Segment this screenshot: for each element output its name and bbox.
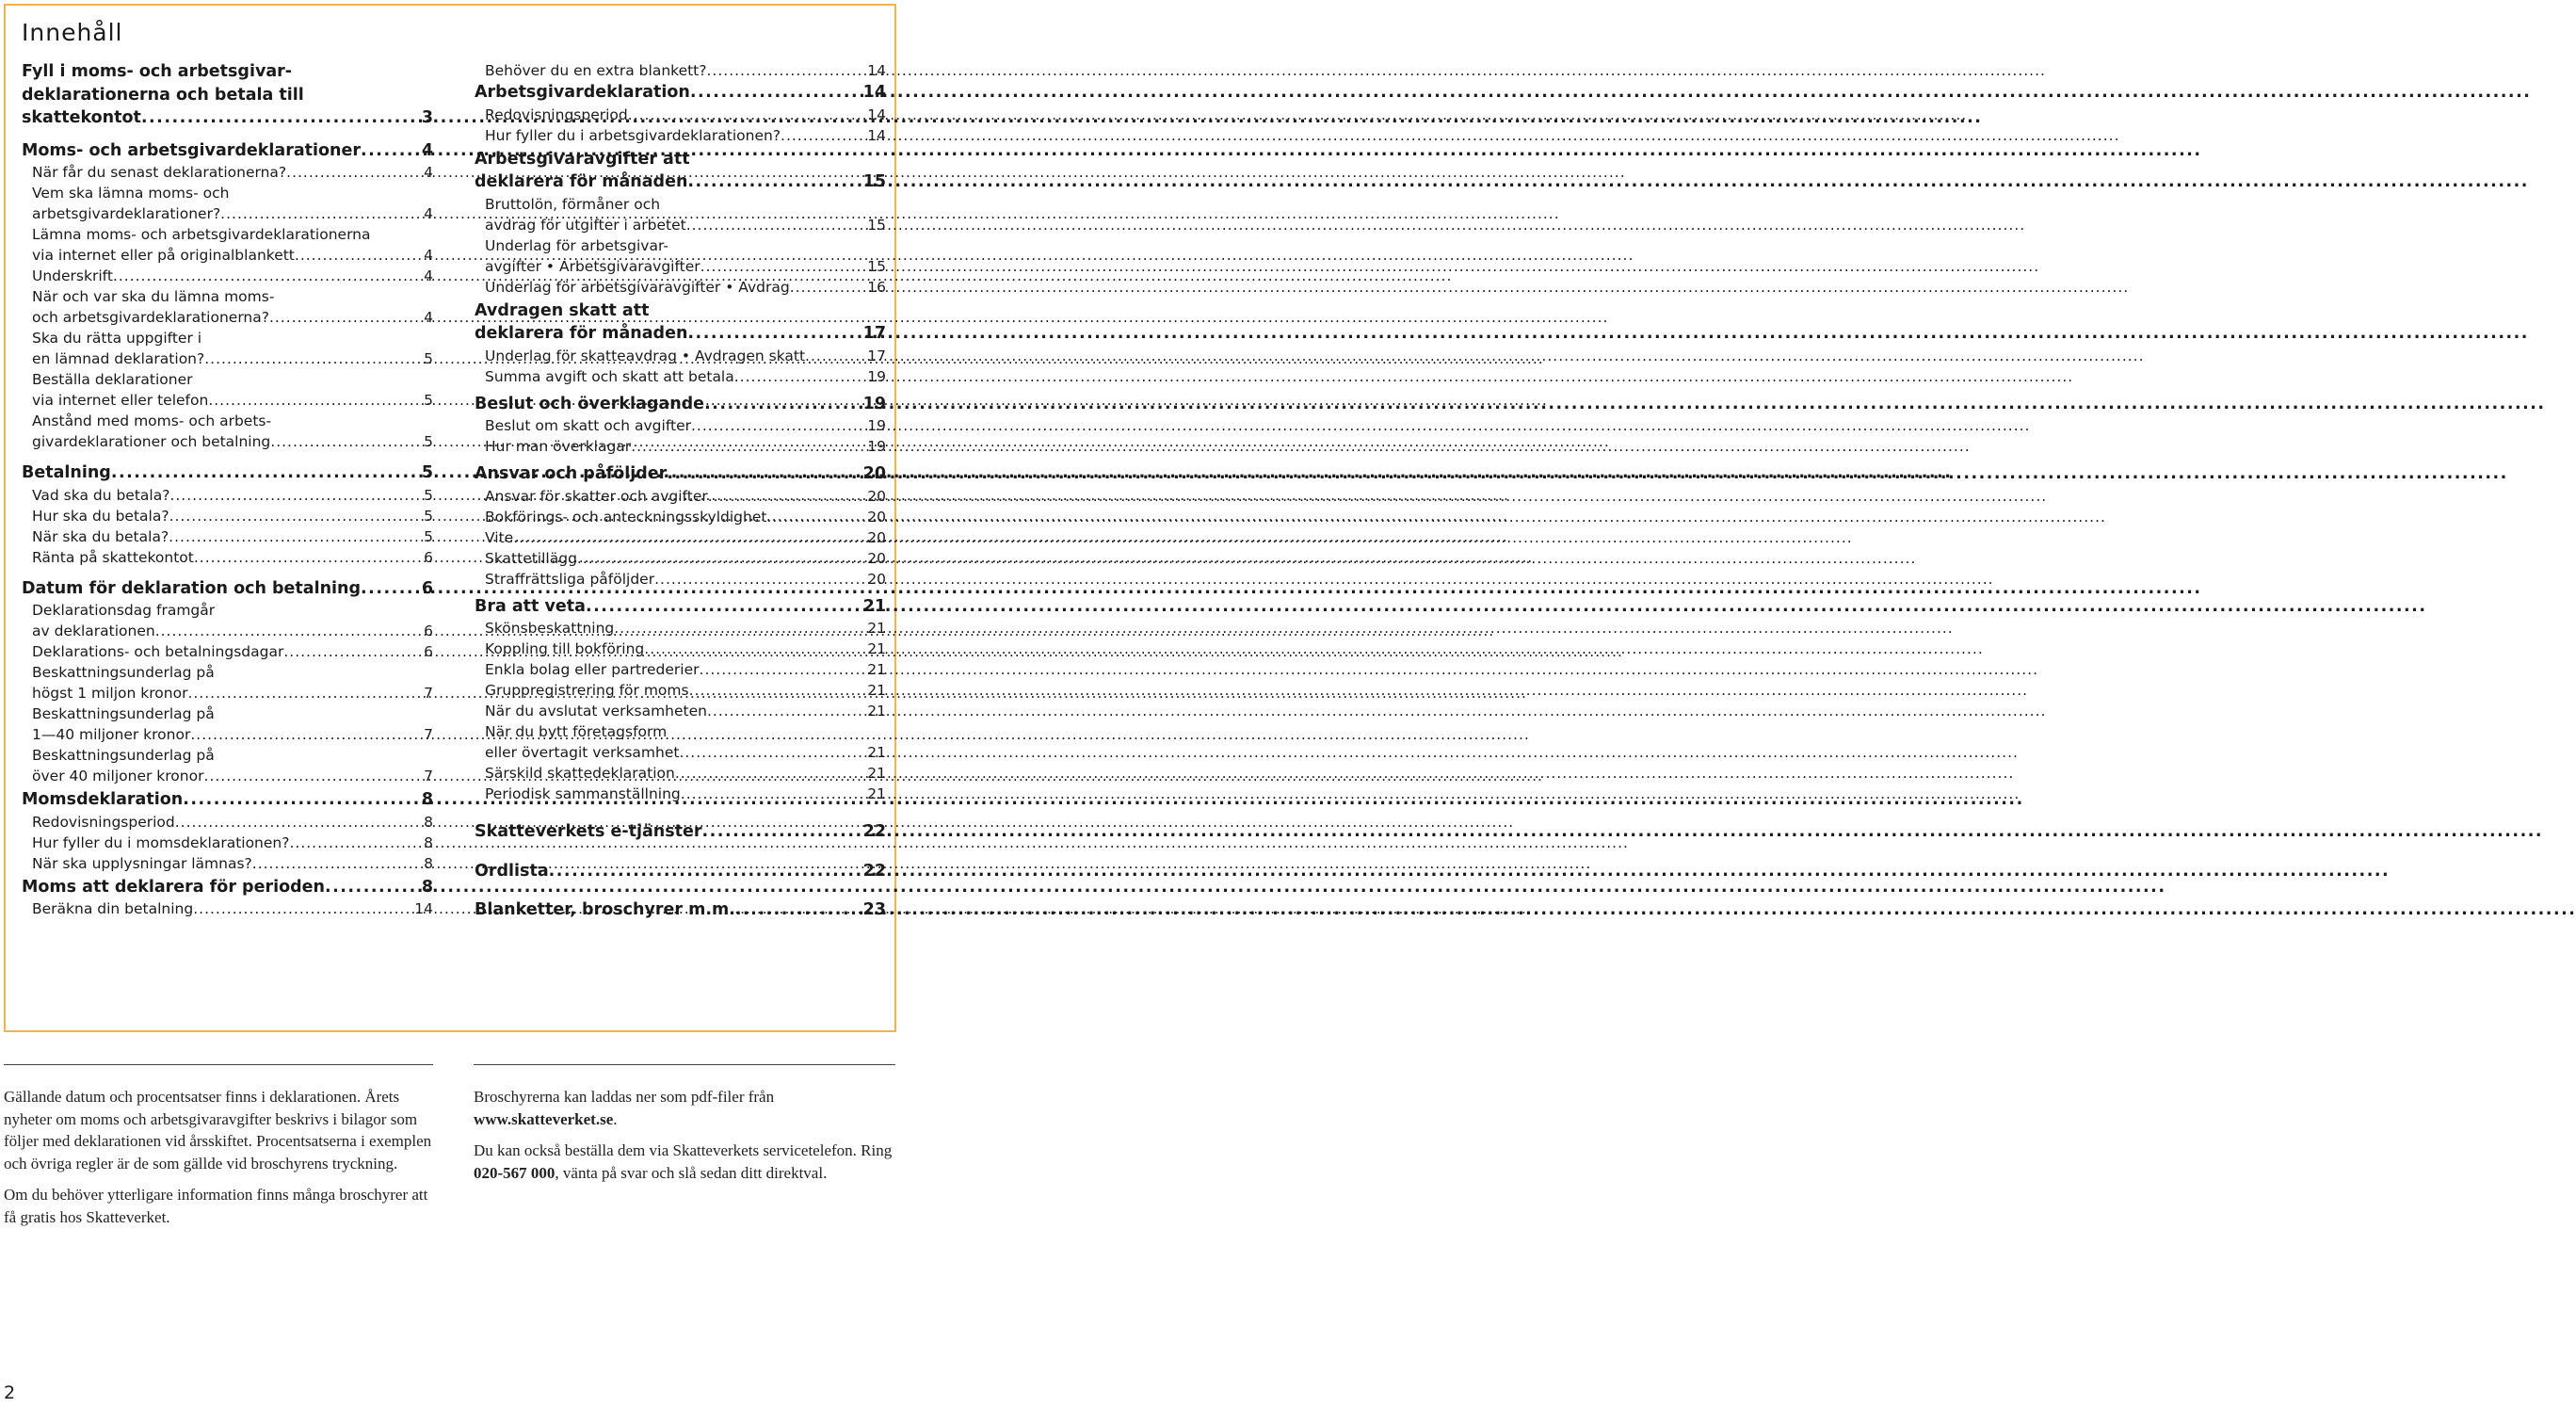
dot-leader [734, 366, 866, 387]
page-ref: 8 [424, 854, 433, 872]
dot-leader [766, 507, 865, 527]
dot-leader [702, 820, 861, 844]
dot-leader [286, 162, 422, 183]
entry-text: över 40 miljoner kronor [32, 768, 204, 784]
page-ref: 16 [867, 278, 886, 296]
dot-leader [704, 393, 861, 416]
toc-entry[interactable] [22, 812, 433, 833]
entry-text: Hur fyller du i arbetsgivardeklarationen? [485, 126, 781, 144]
page-ref: 14 [867, 126, 886, 144]
entry-text: Redovisningsperiod [32, 813, 175, 831]
page-ref: 4 [424, 164, 433, 181]
dot-leader [193, 898, 412, 919]
page-ref: 21 [867, 785, 886, 802]
dot-leader [269, 307, 422, 328]
page-ref: 7 [424, 726, 433, 743]
entry-text: Arbetsgivardeklaration [475, 83, 690, 102]
page-ref: 14 [867, 105, 886, 123]
toc-entry[interactable] [22, 745, 433, 786]
toc-entry[interactable] [475, 618, 886, 639]
entry-text: en lämnad deklaration? [32, 350, 205, 367]
dot-leader [549, 860, 861, 883]
page-ref: 14 [867, 62, 886, 79]
toc-entry[interactable] [475, 194, 886, 235]
toc-entry[interactable] [22, 506, 433, 526]
footnote-paragraph [474, 1140, 895, 1184]
section-heading[interactable] [22, 60, 433, 130]
page-number: 2 [4, 1383, 16, 1403]
toc-entry[interactable] [22, 547, 433, 568]
page-ref: 20 [867, 528, 886, 546]
section-heading[interactable] [475, 81, 886, 105]
phone-number: 020-567 000 [474, 1163, 555, 1182]
dot-leader [155, 621, 422, 641]
entry-text: Vem ska lämna moms- och [32, 185, 230, 202]
page-ref: 4 [424, 309, 433, 326]
toc-section [475, 595, 886, 805]
entry-text: Summa avgift och skatt att betala [485, 367, 734, 385]
toc-entry[interactable] [475, 527, 886, 548]
dot-leader [707, 701, 865, 721]
section-heading[interactable] [475, 898, 886, 922]
footnote-text: . [613, 1109, 618, 1128]
toc-entry[interactable] [475, 548, 886, 569]
entry-text: När ska du betala? [32, 527, 169, 545]
toc-entry[interactable] [475, 680, 886, 701]
entry-text: eller övertagit verksamhet [485, 744, 680, 761]
entry-text: Betalning [22, 463, 111, 482]
entry-text: Vite [485, 528, 514, 546]
page-ref: 17 [862, 324, 886, 343]
footnote-paragraph [474, 1086, 895, 1130]
toc-entry[interactable] [475, 277, 886, 298]
entry-text: deklarationerna och betala till [22, 85, 304, 105]
toc-entry[interactable] [475, 569, 886, 590]
dot-leader [252, 853, 422, 874]
dot-leader [687, 170, 861, 194]
dot-leader [361, 139, 420, 163]
toc-section [22, 577, 433, 787]
page-ref: 17 [867, 347, 886, 364]
page-ref: 19 [862, 394, 886, 413]
entry-text: Moms att deklarera för perioden [22, 877, 325, 897]
dot-leader [295, 245, 422, 266]
page-ref: 21 [867, 765, 886, 782]
page-ref: 6 [424, 643, 433, 660]
page-ref: 6 [424, 623, 433, 639]
entry-text: Beskattningsunderlag på [32, 664, 215, 681]
dot-leader [686, 215, 866, 235]
entry-text: via internet eller på originalblankett [32, 247, 295, 264]
footnote-right [474, 1064, 895, 1193]
page-ref: 8 [424, 833, 433, 851]
toc-section [475, 81, 886, 146]
dot-leader [577, 548, 865, 569]
entry-text: givardeklarationer och betalning [32, 433, 271, 450]
toc-entry[interactable] [475, 436, 886, 457]
toc-entry[interactable] [22, 162, 433, 183]
dot-leader [113, 266, 422, 286]
table-of-contents [4, 4, 896, 1032]
dot-leader [204, 348, 422, 369]
page-ref: 20 [867, 570, 886, 588]
entry-text: Beslut och överklagande [475, 394, 705, 413]
dot-leader [325, 876, 420, 899]
toc-section [475, 60, 886, 81]
toc-entry[interactable] [22, 704, 433, 745]
entry-text: Underlag för arbetsgivaravgifter • Avdrag [485, 278, 790, 296]
page-ref: 4 [424, 247, 433, 264]
entry-text: Beskattningsunderlag på [32, 747, 215, 764]
entry-text: Beslut om skatt och avgifter [485, 417, 691, 434]
section-heading[interactable] [475, 820, 886, 844]
toc-section [22, 788, 433, 874]
page-ref: 8 [421, 790, 433, 809]
footnote-left [4, 1064, 433, 1237]
entry-text: Vad ska du betala? [32, 486, 170, 504]
page-ref: 7 [424, 768, 433, 784]
section-heading[interactable] [22, 577, 433, 601]
page-ref: 21 [867, 620, 886, 637]
page-ref: 20 [867, 487, 886, 505]
page-ref: 22 [862, 822, 886, 841]
entry-text: Skatteverkets e-tjänster [475, 822, 702, 841]
footnote-text: Du kan också beställa dem via Skatteverkets servicetelefon. Ring [474, 1141, 893, 1159]
entry-text: Deklarations- och betalningsdagar [32, 643, 284, 660]
entry-text: Ansvar och påföljder [475, 464, 668, 483]
entry-text: Moms- och arbetsgivardeklarationer [22, 140, 362, 160]
page-ref: 8 [421, 877, 433, 897]
entry-text: När får du senast deklarationerna? [32, 164, 287, 181]
website-link[interactable]: www.skatteverket.se [474, 1109, 614, 1128]
entry-text: Beställa deklarationer [32, 371, 193, 388]
toc-section [475, 462, 886, 590]
dot-leader [187, 683, 422, 704]
entry-text: arbetsgivardeklarationer? [32, 205, 221, 222]
entry-text: Arbetsgivaravgifter att [475, 149, 690, 169]
toc-entry[interactable] [475, 701, 886, 721]
toc-entry[interactable] [22, 853, 433, 874]
page-ref: 23 [862, 900, 886, 919]
page-ref: 4 [424, 205, 433, 222]
entry-text: När ska upplysningar lämnas? [32, 854, 252, 872]
entry-text: Deklarationsdag framgår [32, 602, 216, 619]
dot-leader [361, 577, 420, 601]
entry-text: Hur fyller du i momsdeklarationen? [32, 833, 290, 851]
page-ref: 15 [867, 216, 886, 234]
entry-text: Fyll i moms- och arbetsgivar- [22, 62, 293, 81]
entry-text: av deklarationen [32, 623, 155, 639]
section-heading[interactable] [22, 788, 433, 812]
toc-section [22, 139, 433, 453]
section-heading[interactable] [22, 461, 433, 485]
dot-leader [614, 618, 865, 639]
entry-text: Ordlista [475, 861, 549, 881]
dot-leader [111, 461, 420, 485]
entry-text: När du bytt företagsform [485, 723, 668, 740]
page-ref: 4 [421, 140, 433, 160]
toc-entry[interactable] [22, 485, 433, 506]
dot-leader [790, 277, 866, 298]
toc-entry[interactable] [22, 224, 433, 266]
section-heading[interactable] [22, 876, 433, 899]
entry-text: Avdragen skatt att [475, 300, 650, 320]
entry-text: och arbetsgivardeklarationerna? [32, 309, 269, 326]
entry-text: deklarera för månaden [475, 324, 688, 343]
dot-leader [586, 595, 861, 619]
entry-text: När och var ska du lämna moms- [32, 288, 275, 305]
page-ref: 21 [867, 744, 886, 761]
section-heading[interactable] [475, 860, 886, 883]
toc-section [475, 820, 886, 844]
section-heading[interactable] [22, 139, 433, 163]
page-ref: 5 [424, 433, 433, 450]
entry-text: Ränta på skattekontot [32, 548, 194, 566]
entry-text: Hur ska du betala? [32, 507, 169, 525]
page-ref: 21 [862, 596, 886, 616]
entry-text: När du avslutat verksamheten [485, 703, 707, 720]
dot-leader [289, 833, 422, 853]
entry-text: Bruttolön, förmåner och [485, 195, 661, 213]
toc-entry[interactable] [22, 266, 433, 286]
dot-leader [681, 784, 865, 804]
entry-text: Beskattningsunderlag på [32, 705, 215, 722]
dot-leader [687, 322, 861, 346]
toc-entry[interactable] [475, 235, 886, 277]
toc-entry[interactable] [475, 60, 886, 81]
toc-entry[interactable] [22, 662, 433, 704]
toc-entry[interactable] [22, 183, 433, 224]
footnote-paragraph: Gällande datum och procentsatser finns i deklarationen. Årets nyheter om moms och arbetsgivaravgifter beskrivs i bilagor som följer med deklarationen vid årsskiftet. Procentsatserna i exemplen och övriga regler är de som gällde vid broschyrens tryckning. [4, 1088, 432, 1172]
entry-text: Enkla bolag eller partrederier [485, 661, 700, 678]
dot-leader [708, 486, 866, 507]
section-heading[interactable] [475, 393, 886, 416]
footnote-text: , vänta på svar och slå sedan ditt direktval. [555, 1163, 828, 1182]
dot-leader [141, 106, 420, 130]
dot-leader [805, 346, 865, 366]
page-ref: 3 [421, 108, 433, 127]
toc-entry[interactable] [22, 833, 433, 853]
entry-text: deklarera för månaden [475, 172, 688, 191]
page-ref: 14 [414, 900, 433, 917]
toc-entry[interactable] [22, 526, 433, 547]
entry-text: Behöver du en extra blankett? [485, 62, 707, 79]
dot-leader [194, 547, 422, 568]
entry-text: avgifter • Arbetsgivaravgifter [485, 257, 700, 275]
dot-leader [175, 812, 422, 833]
dot-leader [689, 680, 866, 701]
section-heading[interactable] [475, 148, 886, 194]
toc-entry[interactable] [22, 898, 433, 919]
dot-leader [700, 659, 866, 680]
entry-text: Särskild skattedeklaration [485, 765, 675, 782]
page-ref: 20 [862, 464, 886, 483]
dot-leader [220, 203, 422, 224]
dot-leader [183, 788, 420, 812]
toc-entry[interactable] [22, 286, 433, 328]
page-ref: 8 [424, 813, 433, 831]
dot-leader [675, 763, 865, 784]
toc-entry[interactable] [475, 721, 886, 763]
dot-leader [654, 569, 865, 590]
page-ref: 22 [862, 861, 886, 881]
toc-entry[interactable] [475, 659, 886, 680]
toc-entry[interactable] [22, 411, 433, 452]
entry-text: Bra att veta [475, 596, 586, 616]
toc-entry[interactable] [475, 763, 886, 784]
toc-section [475, 148, 886, 298]
toc-entry[interactable] [475, 507, 886, 527]
dot-leader [169, 506, 423, 526]
entry-text: Beräkna din betalning [32, 900, 194, 917]
toc-section [475, 299, 886, 387]
entry-text: Skattetillägg [485, 549, 577, 567]
entry-text: Straffrättsliga påföljder [485, 570, 655, 588]
entry-text: Anstånd med moms- och arbets- [32, 412, 272, 429]
page-ref: 6 [424, 548, 433, 566]
toc-left-column [22, 60, 433, 919]
dot-leader [631, 436, 865, 457]
toc-section [475, 860, 886, 883]
page-ref: 21 [867, 640, 886, 657]
toc-entry[interactable] [475, 346, 886, 366]
page-ref: 5 [424, 527, 433, 545]
page-ref: 21 [867, 661, 886, 678]
page-ref: 20 [867, 508, 886, 526]
dot-leader [679, 742, 865, 763]
dot-leader [283, 641, 422, 662]
dot-leader [781, 125, 865, 146]
entry-text: Periodisk sammanställning [485, 785, 681, 802]
toc-section [475, 393, 886, 458]
dot-leader [691, 415, 865, 436]
dot-leader [700, 256, 866, 277]
section-heading[interactable] [475, 462, 886, 486]
dot-leader [208, 390, 422, 411]
page-ref: 5 [424, 507, 433, 525]
page-ref: 5 [424, 486, 433, 504]
dot-leader [644, 639, 865, 659]
toc-entry[interactable] [475, 784, 886, 804]
page-ref: 4 [424, 267, 433, 284]
dot-leader [203, 766, 422, 786]
entry-text: Koppling till bokföring [485, 640, 645, 657]
entry-text: Underlag för arbetsgivar- [485, 236, 668, 254]
entry-text: Underskrift [32, 267, 113, 284]
section-heading[interactable] [475, 595, 886, 619]
entry-text: skattekontot [22, 108, 141, 127]
entry-text: via internet eller telefon [32, 392, 209, 409]
toc-section [475, 898, 886, 922]
page-ref: 6 [421, 578, 433, 598]
footnote-text: Broschyrerna kan laddas ner som pdf-filer från [474, 1088, 775, 1106]
entry-text: 1—40 miljoner kronor [32, 726, 191, 743]
dot-leader [706, 60, 865, 81]
dot-leader [628, 105, 866, 125]
entry-text: Ska du rätta uppgifter i [32, 330, 202, 347]
dot-leader [513, 527, 865, 548]
toc-entry[interactable] [475, 415, 886, 436]
dot-leader [270, 431, 422, 452]
toc-right-column [475, 60, 886, 922]
entry-text: Gruppregistrering för moms [485, 682, 689, 699]
dot-leader [190, 724, 422, 745]
toc-entry[interactable] [475, 366, 886, 387]
page-ref: 5 [424, 350, 433, 367]
dot-leader [690, 81, 861, 105]
dot-leader [735, 898, 861, 922]
entry-text: Redovisningsperiod [485, 105, 628, 123]
entry-text: Bokförings- och anteckningsskyldighet [485, 508, 767, 526]
toc-section [22, 876, 433, 920]
toc-entry[interactable] [475, 486, 886, 507]
page-ref: 20 [867, 549, 886, 567]
dot-leader [667, 462, 861, 486]
toc-entry[interactable] [22, 328, 433, 369]
dot-leader [169, 526, 422, 547]
page-ref: 5 [424, 392, 433, 409]
entry-text: Skönsbeskattning [485, 620, 615, 637]
page-ref: 19 [867, 367, 886, 385]
toc-entry[interactable] [475, 105, 886, 125]
entry-text: Datum för deklaration och betalning [22, 578, 362, 598]
toc-section [22, 461, 433, 568]
toc-entry[interactable] [22, 641, 433, 662]
page-ref: 21 [867, 682, 886, 699]
entry-text: Hur man överklagar [485, 438, 632, 455]
page-ref: 5 [421, 463, 433, 482]
entry-text: Underlag för skatteavdrag • Avdragen skatt [485, 347, 806, 364]
entry-text: Ansvar för skatter och avgifter [485, 487, 708, 505]
dot-leader [169, 485, 422, 506]
section-heading[interactable] [475, 299, 886, 346]
page-ref: 19 [867, 417, 886, 434]
toc-entry[interactable] [22, 369, 433, 411]
page-ref: 19 [867, 438, 886, 455]
page-title: Innehåll [22, 19, 123, 46]
entry-text: Momsdeklaration [22, 790, 184, 809]
page-ref: 15 [862, 172, 886, 191]
entry-text: högst 1 miljon kronor [32, 685, 188, 702]
page-ref: 15 [867, 257, 886, 275]
toc-entry[interactable] [475, 639, 886, 659]
toc-section [22, 60, 433, 130]
footnote-paragraph: Om du behöver ytterligare information finns många broschyrer att få gratis hos Skatteverket. [4, 1186, 428, 1226]
entry-text: avdrag för utgifter i arbetet [485, 216, 686, 234]
page-ref: 7 [424, 685, 433, 702]
entry-text: Blanketter, broschyrer m.m. [475, 900, 735, 919]
page-ref: 14 [862, 83, 886, 102]
page-ref: 21 [867, 703, 886, 720]
entry-text: Lämna moms- och arbetsgivardeklarationerna [32, 226, 371, 243]
toc-entry[interactable] [22, 600, 433, 641]
toc-entry[interactable] [475, 125, 886, 146]
